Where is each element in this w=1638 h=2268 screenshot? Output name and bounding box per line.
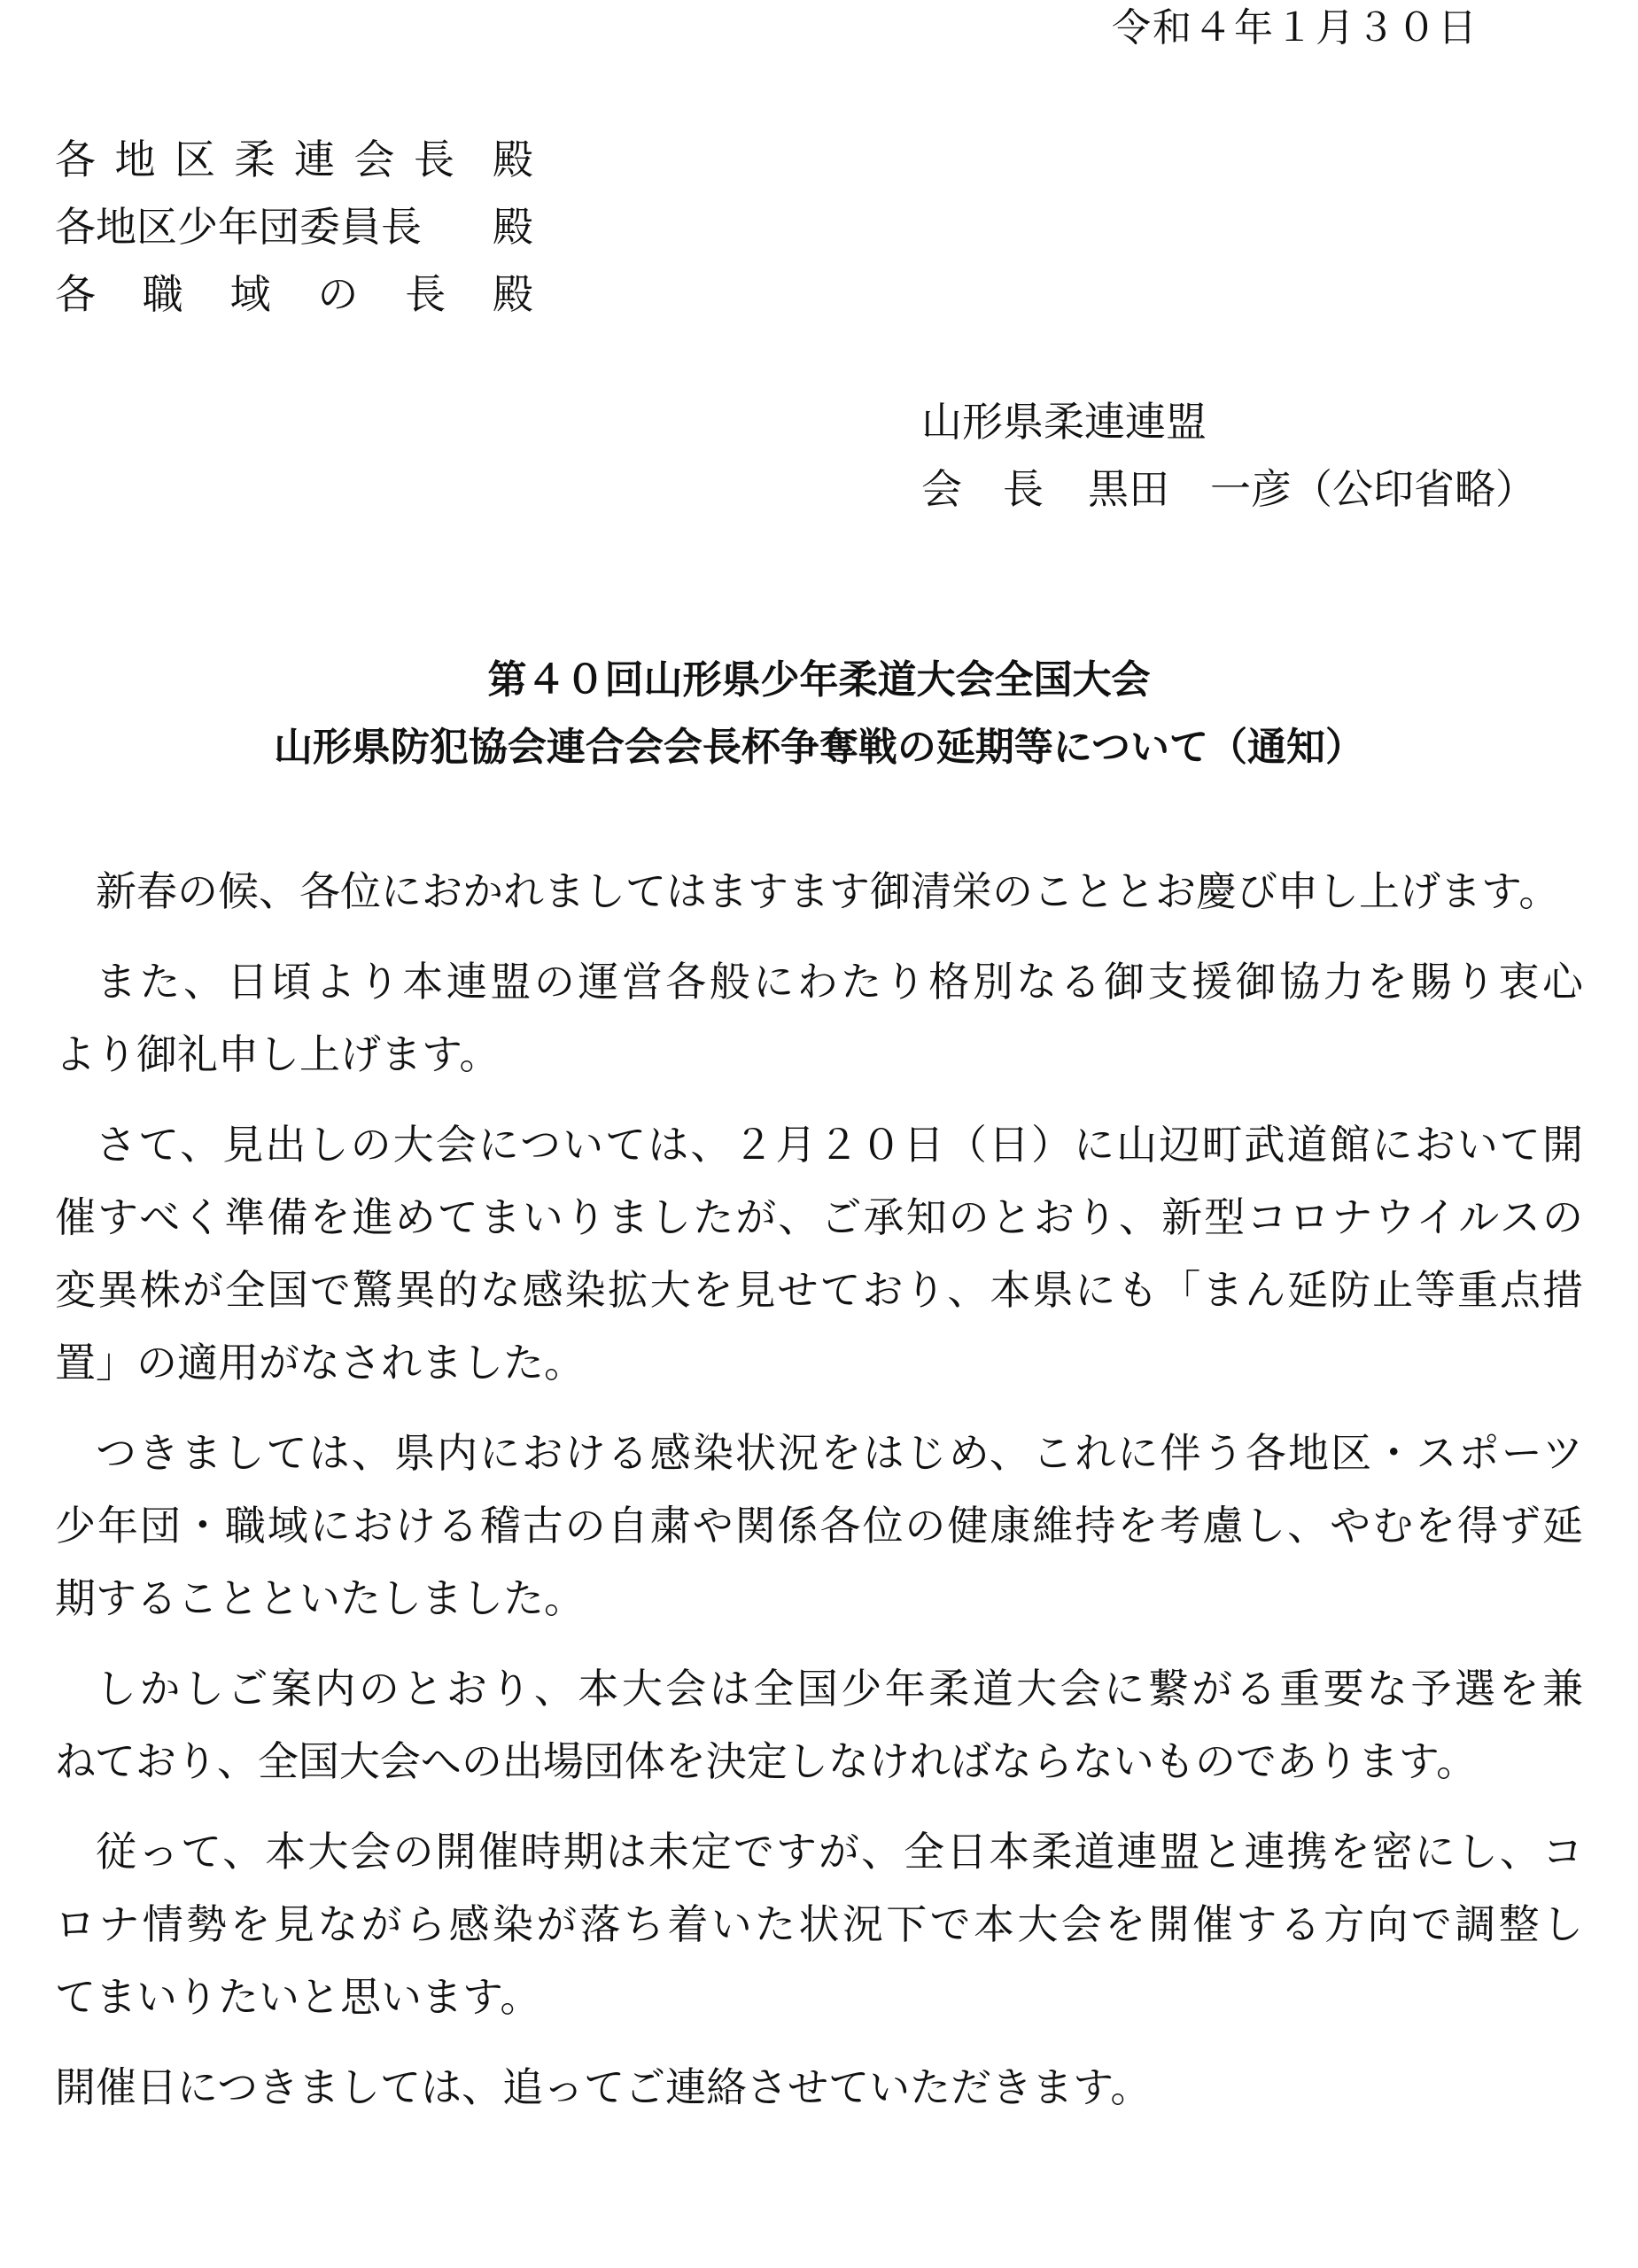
paragraph-line: ねており、全国大会への出場団体を決定しなければならないものであります。 <box>55 1737 1478 1785</box>
addressee-char: 各 <box>55 136 96 183</box>
addressee-line <box>55 193 533 260</box>
paragraph-line: てまいりたいと思います。 <box>55 1973 541 2021</box>
addressee-char: の <box>317 270 359 318</box>
paragraph-line: しかしご案内のとおり、本大会は全国少年柔道大会に繋がる重要な予選を兼 <box>96 1665 1584 1713</box>
addressee-char: 殿 <box>493 203 533 251</box>
addressee-char: 区 <box>175 136 215 183</box>
sender-name: 黒田 一彦 <box>1088 465 1292 513</box>
paragraph-line: 期することといたしました。 <box>55 1574 585 1622</box>
seal-note: （公印省略） <box>1292 465 1536 513</box>
paragraph-line: 催すべく準備を進めてまいりましたが、ご承知のとおり、新型コロナウイルスの <box>55 1193 1583 1241</box>
addressee-char: 連 <box>294 136 335 183</box>
document-date: 令和４年１月３０日 <box>1112 5 1479 50</box>
paragraph-line: より御礼申し上げます。 <box>55 1030 501 1078</box>
title-line-2: 山形県防犯協会連合会会長杯争奪戦の延期等について（通知） <box>273 725 1365 770</box>
addressee-char: 殿 <box>493 136 533 183</box>
paragraph-line: また、日頃より本連盟の運営各般にわたり格別なる御支援御協力を賜り衷心 <box>96 958 1583 1006</box>
paragraph-line: 新春の候、各位におかれましてはますます御清栄のこととお慶び申し上げます。 <box>96 867 1560 915</box>
paragraph-line: 従って、本大会の開催時期は未定ですが、全日本柔道連盟と連携を密にし、コ <box>96 1828 1583 1876</box>
sender-title: 会 長 <box>921 465 1044 513</box>
addressee-text: 各地区少年団委員長 <box>55 203 422 251</box>
addressee-char: 柔 <box>234 136 276 183</box>
addressee-block <box>55 126 533 328</box>
paragraph-line: 変異株が全国で驚異的な感染拡大を見せており、本県にも「まん延防止等重点措 <box>55 1266 1583 1314</box>
addressee-char: 各 <box>55 270 96 318</box>
addressee-char: 長 <box>405 270 446 318</box>
addressee-char: 長 <box>414 136 454 183</box>
sender-organization: 山形県柔連連盟 <box>921 398 1207 446</box>
document-title <box>0 647 1638 781</box>
sender-signature-line <box>921 455 1536 523</box>
addressee-line <box>55 126 533 193</box>
addressee-line <box>55 260 533 328</box>
addressee-char: 域 <box>229 270 271 318</box>
paragraph-line: 置」の適用がなされました。 <box>55 1339 585 1386</box>
title-line-1: 第４０回山形県少年柔道大会全国大会 <box>487 657 1151 703</box>
paragraph-line: 少年団・職域における稽古の自粛や関係各位の健康維持を考慮し、やむを得ず延 <box>55 1502 1583 1550</box>
document-body <box>55 855 1583 2124</box>
addressee-char: 会 <box>353 136 395 183</box>
paragraph-line: さて、見出しの大会については、２月２０日（日）に山辺町武道館において開 <box>96 1121 1583 1169</box>
paragraph-line: つきましては、県内における感染状況をはじめ、これに伴う各地区・スポーツ <box>96 1429 1583 1477</box>
paragraph-line: ロナ情勢を見ながら感染が落ち着いた状況下で本大会を開催する方向で調整し <box>55 1900 1583 1948</box>
addressee-char: 地 <box>114 136 156 183</box>
addressee-char: 殿 <box>492 270 533 318</box>
paragraph-line: 開催日につきましては、追ってご連絡させていただきます。 <box>55 2063 1152 2111</box>
addressee-char: 職 <box>142 270 183 318</box>
sender-block <box>921 388 1536 523</box>
